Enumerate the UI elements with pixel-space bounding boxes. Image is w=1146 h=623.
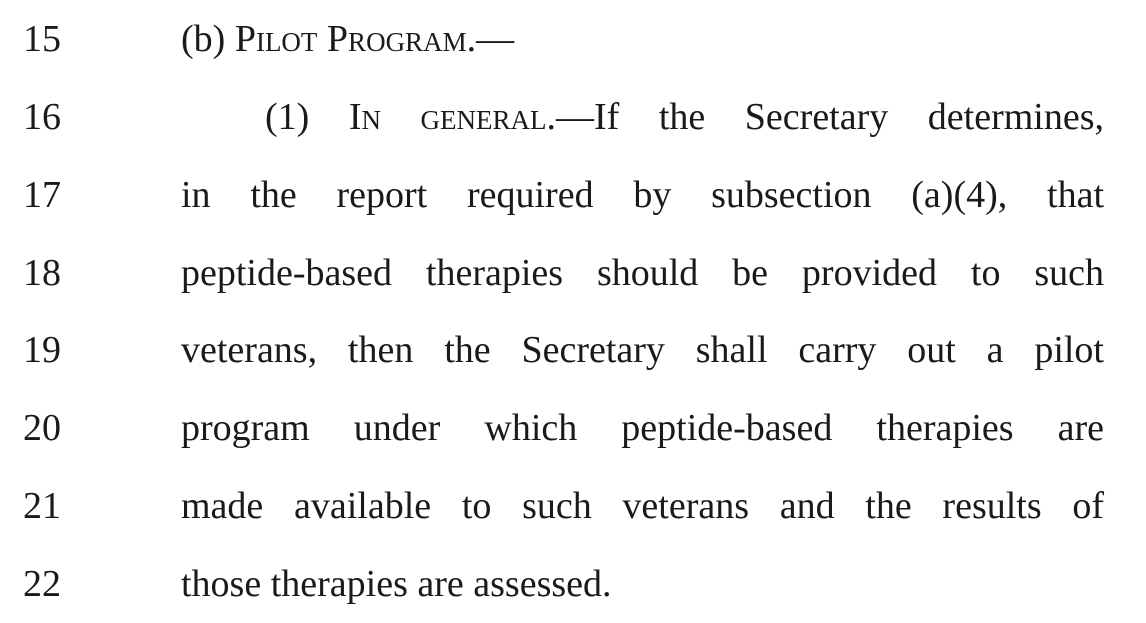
paragraph-prefix: (1) (265, 96, 349, 138)
line-text: program under which peptide-based therapies are (181, 407, 1104, 449)
subsection-heading-line (181, 0, 1104, 78)
line-number: 17 (23, 174, 61, 216)
text-line (0, 0, 1146, 78)
subsection-prefix: (b) (181, 18, 235, 60)
line-number: 22 (23, 563, 61, 605)
subsection-heading: Pilot Program. (234, 18, 477, 60)
line-text: those therapies are assessed. (181, 563, 612, 605)
line-number: 15 (23, 18, 61, 60)
text-line (0, 467, 1146, 545)
paragraph-text: —If the Secretary determines, (556, 96, 1105, 138)
line-number: 21 (23, 485, 61, 527)
line-text: peptide-based therapies should be provided to such (181, 252, 1104, 294)
text-line (0, 545, 1146, 623)
heading-dash: — (476, 18, 515, 60)
line-text: veterans, then the Secretary shall carry out a pilot (181, 329, 1104, 371)
text-line (0, 78, 1146, 156)
line-number: 19 (23, 329, 61, 371)
paragraph-heading-line (265, 78, 1104, 156)
text-line (0, 311, 1146, 389)
line-number: 20 (23, 407, 61, 449)
text-line (0, 156, 1146, 234)
text-line (0, 234, 1146, 312)
paragraph-heading: In general. (348, 96, 557, 138)
line-number: 16 (23, 96, 61, 138)
text-line (0, 389, 1146, 467)
line-text: made available to such veterans and the results of (181, 485, 1104, 527)
line-number: 18 (23, 252, 61, 294)
line-text: in the report required by subsection (a)(4), that (181, 174, 1104, 216)
